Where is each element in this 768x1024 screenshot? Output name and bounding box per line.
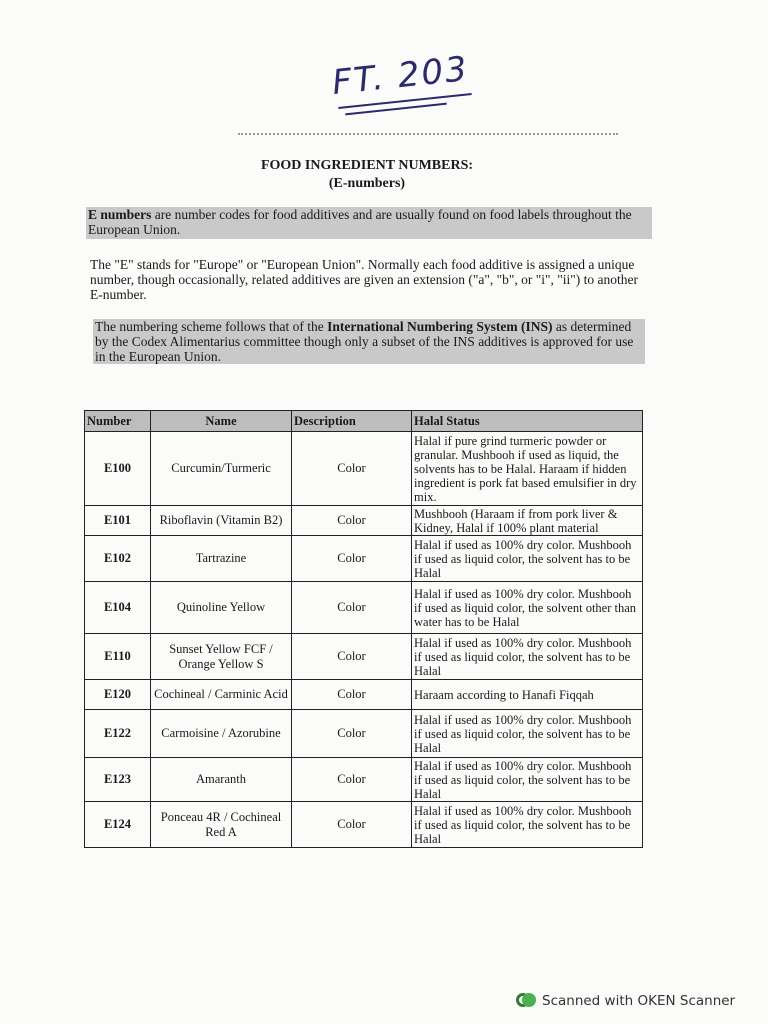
table-row	[85, 432, 643, 506]
cell-number: E110	[85, 634, 151, 680]
cell-name: Cochineal / Carminic Acid	[151, 680, 292, 710]
cell-number: E100	[85, 432, 151, 506]
cell-name: Curcumin/Turmeric	[151, 432, 292, 506]
cell-description: Color	[292, 634, 412, 680]
intro-rest: are number codes for food additives and are usually found on food labels throughout the European Union.	[88, 207, 632, 237]
cell-name: Carmoisine / Azorubine	[151, 710, 292, 758]
cell-number: E101	[85, 506, 151, 536]
cell-description: Color	[292, 710, 412, 758]
cell-halal-status: Halal if used as 100% dry color. Mushbooh if used as liquid color, the solvent has to be Halal	[412, 634, 643, 680]
ins-paragraph	[93, 319, 645, 364]
cell-halal-status: Mushbooh (Haraam if from pork liver & Kidney, Halal if 100% plant material	[412, 506, 643, 536]
intro-term: E numbers	[88, 207, 152, 222]
header-halal-status: Halal Status	[412, 411, 643, 432]
table-row	[85, 536, 643, 582]
cell-description: Color	[292, 536, 412, 582]
cell-description: Color	[292, 582, 412, 634]
table-row	[85, 710, 643, 758]
ins-after: as determined by the Codex Alimentarius committee though only a subset of the INS additives is approved for use in the European Union.	[95, 319, 634, 364]
cell-number: E102	[85, 536, 151, 582]
cell-halal-status: Haraam according to Hanafi Fiqqah	[412, 680, 643, 710]
cell-name: Ponceau 4R / Cochineal Red A	[151, 802, 292, 848]
handwritten-note: FT. 203	[330, 48, 471, 104]
intro-paragraph	[86, 207, 652, 239]
e-meaning-paragraph: The "E" stands for "Europe" or "European Union". Normally each food additive is assigned a unique number, though occasionally, related additives are given an extension ("a", "b", or "i", "ii") to another E-number.	[90, 257, 639, 302]
cell-name: Sunset Yellow FCF / Orange Yellow S	[151, 634, 292, 680]
header-description: Description	[292, 411, 412, 432]
table-row	[85, 758, 643, 802]
cell-description: Color	[292, 506, 412, 536]
cell-halal-status: Halal if used as 100% dry color. Mushbooh if used as liquid color, the solvent has to be Halal	[412, 802, 643, 848]
cell-halal-status: Halal if used as 100% dry color. Mushbooh if used as liquid color, the solvent has to be Halal	[412, 758, 643, 802]
scanner-footer	[516, 990, 764, 1012]
cell-number: E120	[85, 680, 151, 710]
cell-halal-status: Halal if used as 100% dry color. Mushbooh if used as liquid color, the solvent has to be Halal	[412, 536, 643, 582]
table-row	[85, 634, 643, 680]
cell-name: Quinoline Yellow	[151, 582, 292, 634]
cell-description: Color	[292, 432, 412, 506]
table-row	[85, 582, 643, 634]
dotted-divider	[238, 133, 618, 135]
page-title: FOOD INGREDIENT NUMBERS:	[260, 158, 474, 173]
cell-halal-status: Halal if used as 100% dry color. Mushbooh if used as liquid color, the solvent has to be Halal	[412, 710, 643, 758]
table-row	[85, 680, 643, 710]
cell-halal-status: Halal if pure grind turmeric powder or granular. Mushbooh if used as liquid, the solvents has to be Halal. Haraam if hidden ingredient is pork fat based emulsifier in dry mix.	[412, 432, 643, 506]
ins-before: The numbering scheme follows that of the	[95, 319, 328, 334]
cell-halal-status: Halal if used as 100% dry color. Mushbooh if used as liquid color, the solvent other than water has to be Halal	[412, 582, 643, 634]
cell-number: E122	[85, 710, 151, 758]
oken-scanner-logo-icon	[516, 991, 536, 1011]
header-number: Number	[85, 411, 151, 432]
table-row	[85, 506, 643, 536]
page-subtitle: (E-numbers)	[328, 176, 406, 191]
ins-bold: International Numbering System (INS)	[327, 319, 553, 334]
cell-name: Tartrazine	[151, 536, 292, 582]
cell-number: E123	[85, 758, 151, 802]
cell-name: Riboflavin (Vitamin B2)	[151, 506, 292, 536]
table-row	[85, 802, 643, 848]
cell-description: Color	[292, 802, 412, 848]
cell-name: Amaranth	[151, 758, 292, 802]
e-numbers-table	[84, 410, 643, 848]
header-name: Name	[151, 411, 292, 432]
footer-text: Scanned with OKEN Scanner	[542, 993, 736, 1009]
table-header-row	[85, 411, 643, 432]
cell-number: E124	[85, 802, 151, 848]
cell-number: E104	[85, 582, 151, 634]
cell-description: Color	[292, 758, 412, 802]
cell-description: Color	[292, 680, 412, 710]
